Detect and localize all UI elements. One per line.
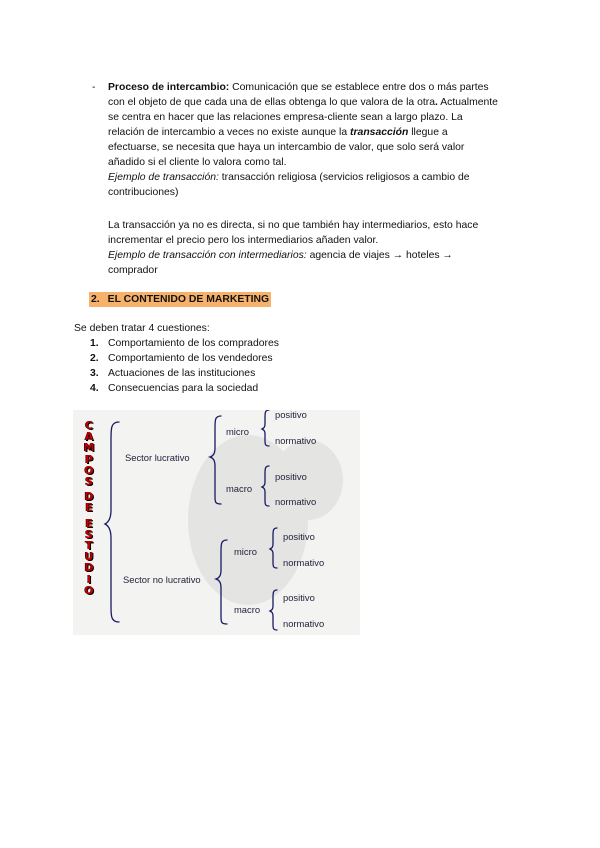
label-macro-2: macro	[234, 604, 261, 615]
label-positivo-4: positivo	[283, 592, 315, 603]
background-watermark	[188, 435, 343, 605]
p2-line-3: Ejemplo de transacción con intermediarios: agencia de viajes → hoteles →	[108, 250, 453, 261]
p1-line-6: añadido si el cliente lo valora como tal.	[108, 157, 287, 168]
label-positivo-2: positivo	[275, 471, 307, 482]
list-item: 4. Consecuencias para la sociedad	[90, 383, 259, 394]
p1-line-8: contribuciones)	[108, 187, 179, 198]
ordered-list	[90, 336, 279, 396]
label-normativo-1: normativo	[275, 435, 317, 446]
label-micro-1: micro	[226, 426, 249, 437]
p1-line-5: efectuarse, se necesita que haya un intercambio de valor, que solo será valor	[108, 142, 465, 153]
p2-line-1: La transacción ya no es directa, si no que también hay intermediarios, esto hace	[108, 220, 479, 231]
label-positivo-3: positivo	[283, 531, 315, 542]
label-normativo-2: normativo	[275, 496, 317, 507]
list-item: 3. Actuaciones de las instituciones	[90, 368, 256, 379]
p1-line-7: Ejemplo de transacción: transacción religiosa (servicios religiosos a cambio de	[108, 172, 470, 183]
p1-line-2: con el objeto de que cada una de ellas obtenga lo que valora de la otra. Actualmente	[108, 97, 498, 108]
label-sector-lucrativo: Sector lucrativo	[125, 452, 190, 463]
campos-de-estudio-diagram	[73, 410, 360, 635]
section-number: 2.	[91, 294, 100, 305]
p1-line-3: se centra en hacer que las relaciones empresa-cliente sean a largo plazo. La	[108, 112, 463, 123]
brace-main	[105, 422, 119, 622]
diagram-braces	[73, 410, 360, 635]
label-sector-no-lucrativo: Sector no lucrativo	[123, 574, 201, 585]
label-macro-1: macro	[226, 483, 253, 494]
bullet-dash: -	[92, 82, 96, 93]
vertical-title-campos-de-estudio: C A M P O S D E E S T U D I O	[83, 419, 95, 597]
label-positivo-1: positivo	[275, 410, 307, 420]
p1-line-1: Proceso de intercambio: Comunicación que se establece entre dos o más partes	[108, 82, 489, 93]
section-heading	[89, 292, 271, 307]
label-normativo-4: normativo	[283, 618, 325, 629]
p1-line-4: relación de intercambio a veces no existe aunque la transacción llegue a	[108, 127, 448, 138]
p2-line-2: incrementar el precio pero los intermediarios añaden valor.	[108, 235, 379, 246]
list-item: 2. Comportamiento de los vendedores	[90, 353, 273, 364]
paragraph-proceso-intercambio	[108, 80, 538, 200]
section-title: EL CONTENIDO DE MARKETING	[107, 294, 270, 305]
label-normativo-3: normativo	[283, 557, 325, 568]
intro-text: Se deben tratar 4 cuestiones:	[74, 323, 210, 334]
p2-line-4: comprador	[108, 265, 158, 276]
label-micro-2: micro	[234, 546, 257, 557]
list-item: 1. Comportamiento de los compradores	[90, 338, 279, 349]
paragraph-intermediarios	[108, 218, 538, 278]
